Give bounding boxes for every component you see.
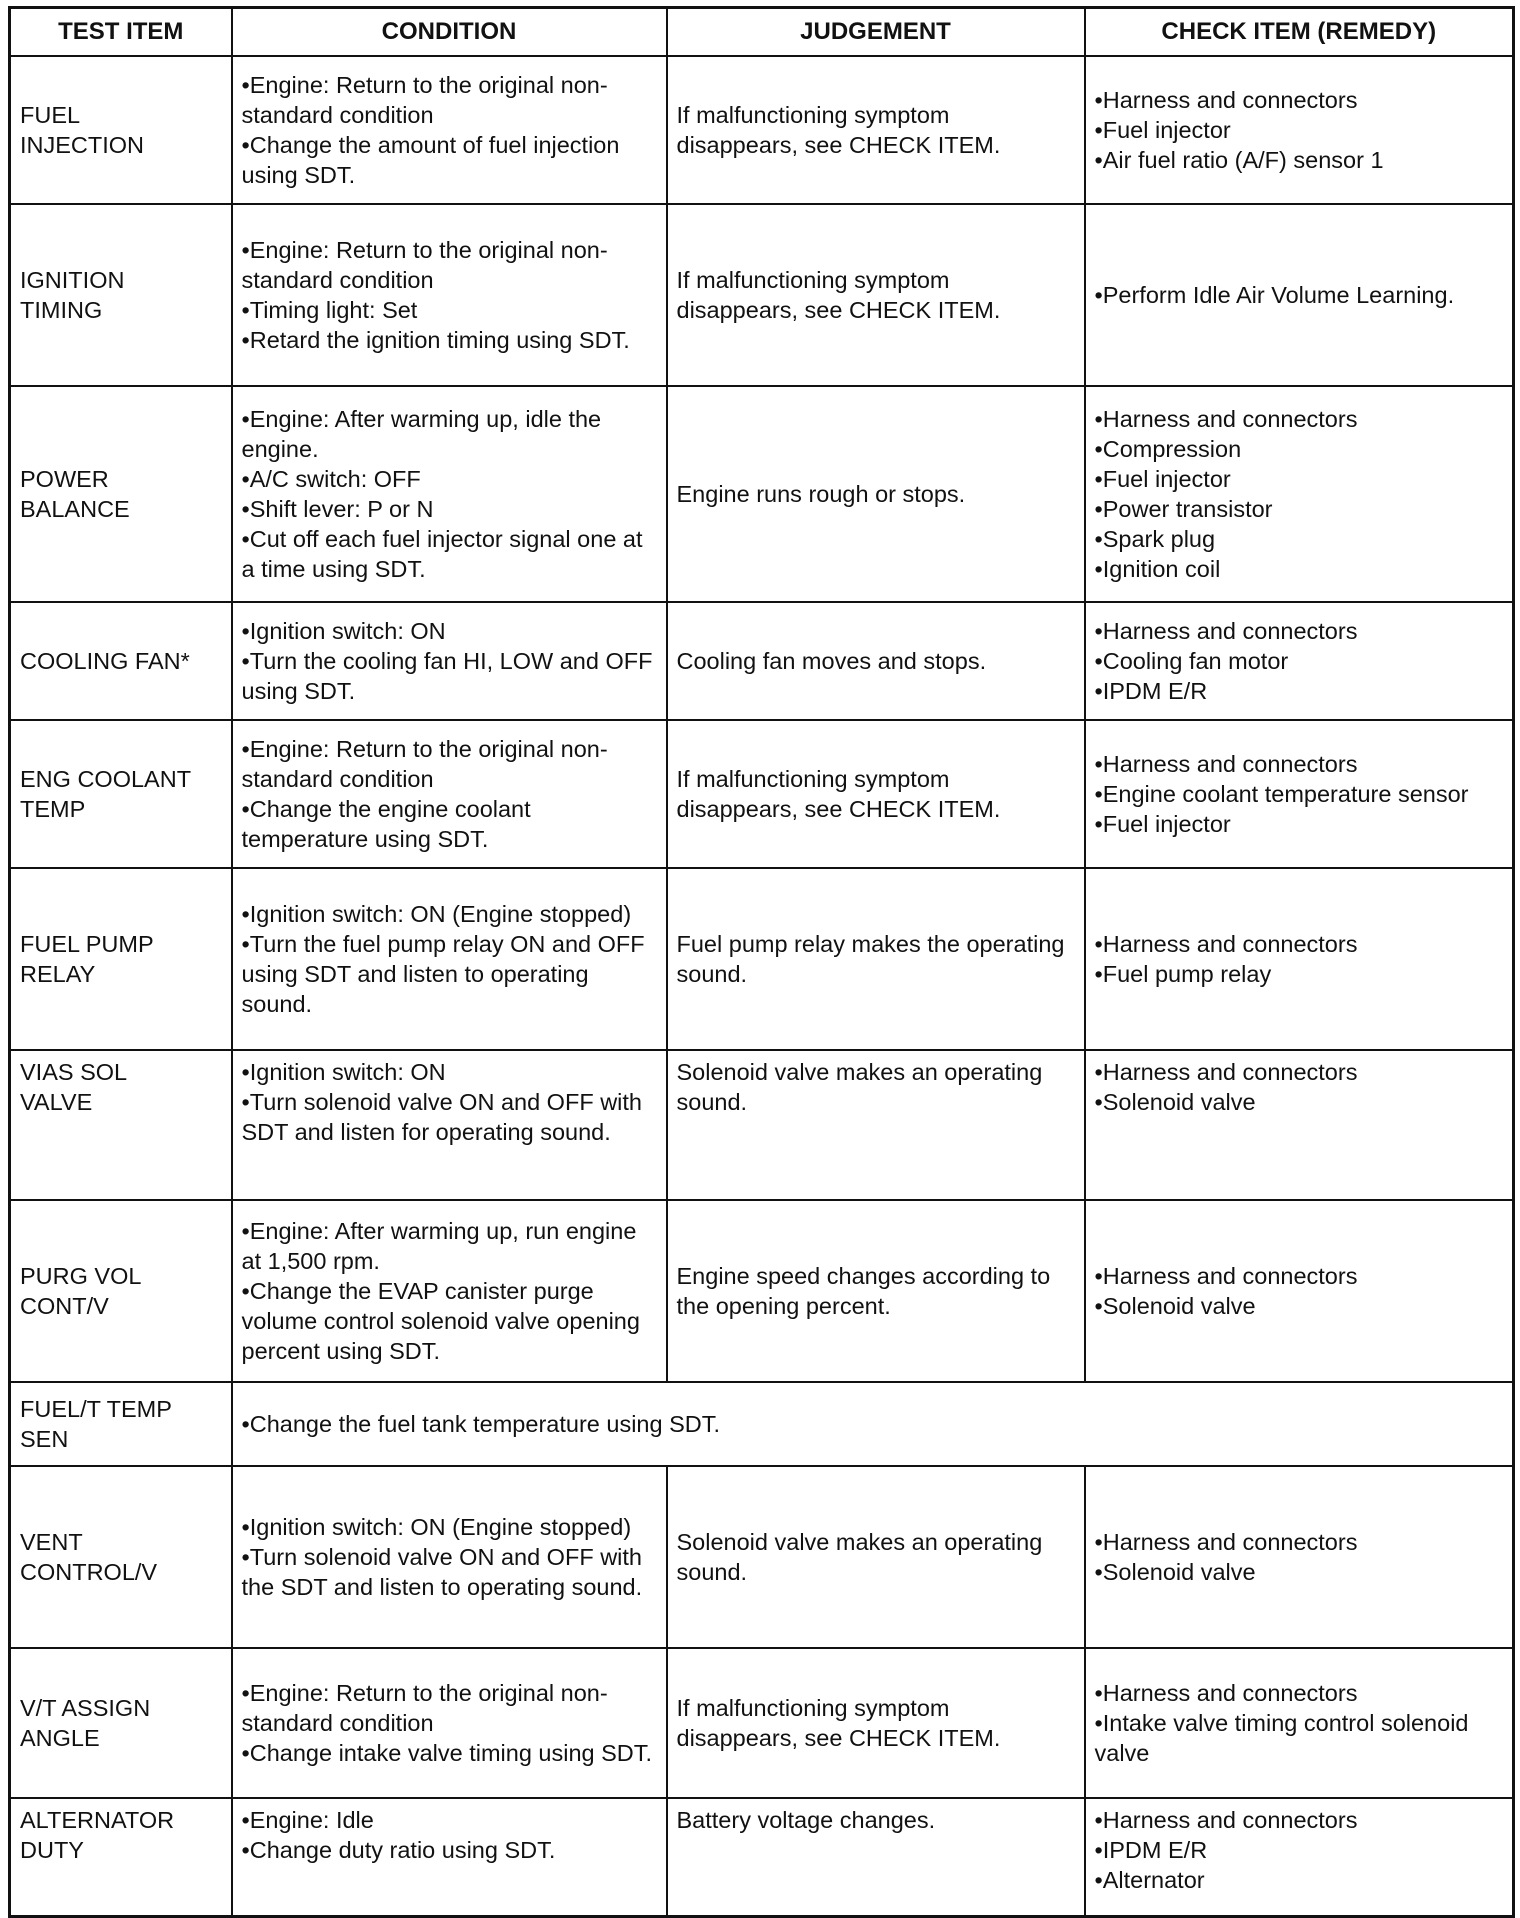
condition-cell-line: •Shift lever: P or N [241,496,434,522]
header-row [10,8,1514,57]
condition-cell-line: •Ignition switch: ON (Engine stopped) [241,901,632,927]
condition-cell-line: •Engine: Idle [241,1807,374,1833]
test-item-cell-line: SEN [20,1426,69,1452]
judgement-cell [667,204,1085,386]
test-item-cell [10,1050,232,1200]
condition-cell-line: •Engine: Return to the original non-standard condition [241,237,608,293]
check-item-cell-line: •Cooling fan motor [1094,648,1289,674]
judgement-cell-line: If malfunctioning symptom disappears, see CHECK ITEM. [676,102,1001,158]
check-item-cell-line: •Harness and connectors [1094,1263,1358,1289]
check-item-cell [1085,1050,1514,1200]
condition-cell-line: •Change the fuel tank temperature using SDT. [241,1411,721,1437]
judgement-cell [667,56,1085,204]
test-item-cell-line: VENT [20,1529,83,1555]
judgement-cell [667,386,1085,602]
test-item-cell-line: RELAY [20,961,96,987]
condition-cell-line: •Turn the fuel pump relay ON and OFF using SDT and listen to operating sound. [241,931,645,1017]
test-item-cell-line: VIAS SOL [20,1059,128,1085]
test-item-cell-line: CONTROL/V [20,1559,158,1585]
judgement-cell-line: Solenoid valve makes an operating sound. [676,1529,1043,1585]
header-test-item: TEST ITEM [10,8,232,57]
check-item-cell-line: •Engine coolant temperature sensor [1094,781,1469,807]
test-item-cell [10,56,232,204]
test-item-cell-line: TIMING [20,297,103,323]
test-item-cell-line: TEMP [20,796,86,822]
judgement-cell-line: Battery voltage changes. [676,1807,936,1833]
judgement-cell [667,720,1085,868]
check-item-cell [1085,868,1514,1050]
check-item-cell [1085,56,1514,204]
table-row [10,1200,1514,1382]
check-item-cell [1085,1200,1514,1382]
table-row [10,386,1514,602]
check-item-cell [1085,720,1514,868]
test-item-cell [10,868,232,1050]
check-item-cell [1085,1466,1514,1648]
test-item-cell [10,1382,232,1466]
condition-cell-line: •Turn solenoid valve ON and OFF with SDT and listen for operating sound. [241,1089,642,1145]
test-item-cell [10,1798,232,1916]
judgement-cell-line: Solenoid valve makes an operating sound. [676,1059,1043,1115]
test-item-cell-line: ENG COOLANT [20,766,192,792]
test-item-cell-line: POWER [20,466,109,492]
judgement-cell-line: Cooling fan moves and stops. [676,648,987,674]
check-item-cell-line: •Alternator [1094,1867,1205,1893]
judgement-cell-line: Engine speed changes according to the opening percent. [676,1263,1051,1319]
table-row [10,602,1514,720]
condition-cell [232,602,667,720]
table-row [10,1050,1514,1200]
condition-cell [232,1200,667,1382]
header-condition: CONDITION [232,8,667,57]
test-table-container [8,6,1512,1893]
check-item-cell-line: •Fuel pump relay [1094,961,1272,987]
check-item-cell-line: •Compression [1094,436,1242,462]
condition-cell-line: •Ignition switch: ON (Engine stopped) [241,1514,632,1540]
check-item-cell [1085,602,1514,720]
condition-cell [232,386,667,602]
condition-cell [232,204,667,386]
table-row [10,1466,1514,1648]
condition-cell-line: •Retard the ignition timing using SDT. [241,327,630,353]
test-item-cell-line: IGNITION [20,267,125,293]
check-item-cell-line: •Ignition coil [1094,556,1221,582]
check-item-cell-line: •Intake valve timing control solenoid valve [1094,1710,1469,1766]
table-row [10,204,1514,386]
check-item-cell [1085,386,1514,602]
condition-cell-line: •Engine: Return to the original non-standard condition [241,1680,608,1736]
judgement-cell-line: Engine runs rough or stops. [676,481,966,507]
check-item-cell-line: •Solenoid valve [1094,1089,1256,1115]
condition-cell-line: •Turn the cooling fan HI, LOW and OFF using SDT. [241,648,653,704]
check-item-cell-line: •Harness and connectors [1094,1680,1358,1706]
check-item-cell-line: •Harness and connectors [1094,406,1358,432]
check-item-cell-line: •Solenoid valve [1094,1293,1256,1319]
condition-cell-line: •Change the EVAP canister purge volume control solenoid valve opening percent using SDT. [241,1278,640,1364]
test-item-cell [10,386,232,602]
check-item-cell-line: •Fuel injector [1094,811,1231,837]
check-item-cell-line: •Fuel injector [1094,117,1231,143]
test-item-cell-line: BALANCE [20,496,130,522]
condition-cell-line: •Change the amount of fuel injection using SDT. [241,132,620,188]
condition-cell-line: •Engine: Return to the original non-standard condition [241,736,608,792]
check-item-cell-line: •Perform Idle Air Volume Learning. [1094,282,1455,308]
check-item-cell-line: •Harness and connectors [1094,1529,1358,1555]
condition-cell-line: •Change intake valve timing using SDT. [241,1740,653,1766]
condition-cell [232,1050,667,1200]
test-item-cell-line: V/T ASSIGN [20,1695,151,1721]
check-item-cell-line: •Fuel injector [1094,466,1231,492]
check-item-cell-line: •Harness and connectors [1094,1059,1358,1085]
table-row [10,56,1514,204]
table-row [10,1798,1514,1916]
test-item-cell [10,204,232,386]
check-item-cell-line: •Power transistor [1094,496,1273,522]
check-item-cell-line: •Harness and connectors [1094,751,1358,777]
header-judgement: JUDGEMENT [667,8,1085,57]
test-item-cell-line: FUEL/T TEMP [20,1396,172,1422]
condition-cell-line: •Cut off each fuel injector signal one at a time using SDT. [241,526,643,582]
judgement-cell [667,1050,1085,1200]
test-item-cell-line: COOLING FAN* [20,648,190,674]
condition-cell-line: •A/C switch: OFF [241,466,421,492]
test-item-cell [10,1466,232,1648]
condition-cell-line: •Change the engine coolant temperature using SDT. [241,796,531,852]
check-item-cell-line: •Harness and connectors [1094,618,1358,644]
check-item-cell-line: •Harness and connectors [1094,1807,1358,1833]
test-item-cell-line: INJECTION [20,132,145,158]
test-item-cell [10,602,232,720]
condition-cell-line: •Turn solenoid valve ON and OFF with the SDT and listen to operating sound. [241,1544,643,1600]
condition-cell-line: •Timing light: Set [241,297,418,323]
check-item-cell-line: •Air fuel ratio (A/F) sensor 1 [1094,147,1384,173]
check-item-cell-line: •IPDM E/R [1094,1837,1208,1863]
judgement-cell [667,1798,1085,1916]
test-item-cell-line: CONT/V [20,1293,109,1319]
condition-cell [232,1798,667,1916]
table-row [10,720,1514,868]
condition-cell [232,1382,1514,1466]
judgement-cell [667,1200,1085,1382]
condition-cell-line: •Change duty ratio using SDT. [241,1837,556,1863]
condition-cell-line: •Engine: After warming up, idle the engine. [241,406,602,462]
check-item-cell [1085,204,1514,386]
condition-cell-line: •Engine: After warming up, run engine at 1,500 rpm. [241,1218,637,1274]
test-item-cell-line: FUEL [20,102,81,128]
test-item-cell-line: FUEL PUMP [20,931,154,957]
test-item-cell-line: ALTERNATOR [20,1807,175,1833]
judgement-cell-line: Fuel pump relay makes the operating sound. [676,931,1065,987]
table-row [10,868,1514,1050]
check-item-cell-line: •Harness and connectors [1094,87,1358,113]
test-item-cell-line: VALVE [20,1089,93,1115]
judgement-cell-line: If malfunctioning symptom disappears, see CHECK ITEM. [676,267,1001,323]
judgement-cell [667,1466,1085,1648]
check-item-cell-line: •IPDM E/R [1094,678,1208,704]
check-item-cell-line: •Spark plug [1094,526,1216,552]
condition-cell-line: •Engine: Return to the original non-standard condition [241,72,608,128]
check-item-cell-line: •Solenoid valve [1094,1559,1256,1585]
condition-cell [232,868,667,1050]
table-body [10,56,1514,1916]
condition-cell [232,1466,667,1648]
active-test-table [8,6,1515,1918]
test-item-cell-line: ANGLE [20,1725,100,1751]
judgement-cell [667,602,1085,720]
check-item-cell-line: •Harness and connectors [1094,931,1358,957]
test-item-cell-line: PURG VOL [20,1263,142,1289]
judgement-cell-line: If malfunctioning symptom disappears, see CHECK ITEM. [676,1695,1001,1751]
table-row [10,1382,1514,1466]
header-check-item: CHECK ITEM (REMEDY) [1085,8,1514,57]
test-item-cell-line: DUTY [20,1837,84,1863]
condition-cell-line: •Ignition switch: ON [241,618,446,644]
condition-cell-line: •Ignition switch: ON [241,1059,446,1085]
condition-cell [232,56,667,204]
judgement-cell-line: If malfunctioning symptom disappears, see CHECK ITEM. [676,766,1001,822]
test-item-cell [10,720,232,868]
judgement-cell [667,868,1085,1050]
check-item-cell [1085,1798,1514,1916]
test-item-cell [10,1200,232,1382]
condition-cell [232,720,667,868]
